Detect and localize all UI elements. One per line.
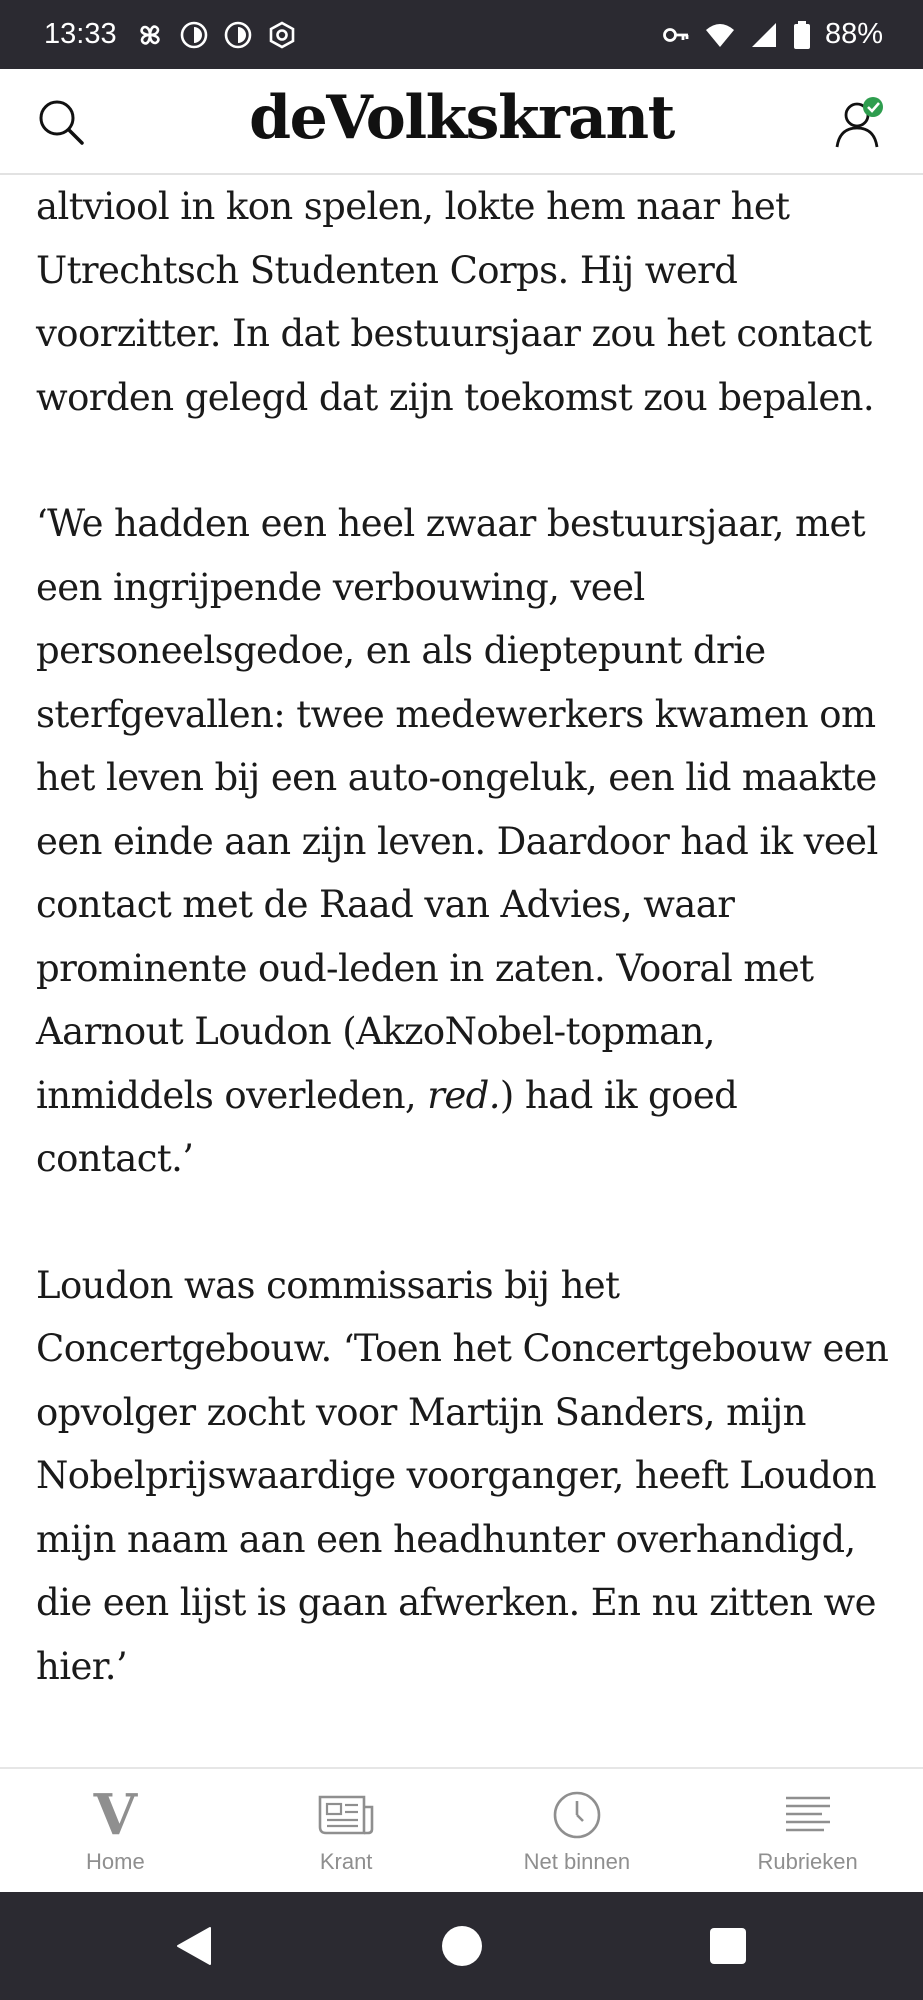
bottom-nav bbox=[0, 1767, 923, 1892]
signal-icon bbox=[749, 20, 779, 50]
battery-percentage: 88% bbox=[824, 18, 883, 50]
nav-rubrieken-label: Rubrieken bbox=[757, 1849, 858, 1874]
nav-home[interactable] bbox=[0, 1769, 231, 1892]
status-time: 13:33 bbox=[44, 18, 117, 50]
back-icon bbox=[172, 1924, 216, 1968]
list-icon bbox=[778, 1789, 838, 1841]
clock-icon bbox=[547, 1789, 607, 1841]
hexagon-icon bbox=[267, 20, 297, 50]
app-header bbox=[0, 69, 923, 175]
system-nav-bar bbox=[0, 1892, 923, 2000]
account-button[interactable] bbox=[833, 95, 887, 151]
battery-icon bbox=[793, 20, 811, 50]
article-paragraph-text: ) had ik goed contact.’ bbox=[36, 1073, 738, 1180]
nav-rubrieken[interactable] bbox=[692, 1769, 923, 1892]
nav-net-binnen-label: Net binnen bbox=[523, 1849, 631, 1874]
article-paragraph-text: ‘We hadden een heel zwaar bestuursjaar, met een ingrijpende verbouwing, veel personeelsgedoe, en als dieptepunt drie sterfgevallen: twee medewerkers kwamen om het leven bij een auto-ongeluk, een lid maakte een einde aan zijn leven. Daardoor had ik veel contact met de Raad van Advies, waar prominente oud-leden in zaten. Vooral met Aarnout Loudon (AkzoNobel-topman, inmiddels overleden, bbox=[36, 502, 878, 1117]
home-circle-icon bbox=[440, 1924, 484, 1968]
article-body bbox=[36, 175, 896, 1761]
status-right bbox=[661, 18, 883, 51]
browser-icon-2 bbox=[223, 20, 253, 50]
article-paragraph: altviool in kon spelen, lokte hem naar het Utrechtsch Studenten Corps. Hij werd voorzitter. In dat bestuursjaar zou het contact worden gelegd dat zijn toekomst zou bepalen. bbox=[36, 185, 875, 419]
editorial-note: red. bbox=[427, 1073, 500, 1117]
recents-button[interactable] bbox=[706, 1924, 750, 1968]
wifi-icon bbox=[705, 20, 735, 50]
nav-krant[interactable] bbox=[231, 1769, 462, 1892]
article-paragraph: Loudon was commissaris bij het Concertgebouw. ‘Toen het Concertgebouw een opvolger zocht voor Martijn Sanders, mijn Nobelprijswaardige voorganger, heeft Loudon mijn naam aan een headhunter overhandigd, die een lijst is gaan afwerken. En nu zitten we hier.’ bbox=[36, 1263, 889, 1688]
volkskrant-v-icon: V bbox=[93, 1782, 138, 1848]
nav-home-label: Home bbox=[86, 1849, 145, 1874]
browser-icon bbox=[179, 20, 209, 50]
newspaper-icon bbox=[316, 1789, 376, 1841]
account-icon bbox=[833, 95, 887, 151]
article-paragraph bbox=[36, 492, 896, 1191]
recents-square-icon bbox=[706, 1924, 750, 1968]
nav-krant-label: Krant bbox=[319, 1849, 373, 1874]
key-icon bbox=[661, 20, 691, 50]
brand-logo[interactable]: deVolkskrant bbox=[249, 83, 674, 153]
status-left bbox=[44, 18, 297, 51]
status-bar bbox=[0, 0, 923, 69]
home-button[interactable] bbox=[440, 1924, 484, 1968]
pinwheel-icon bbox=[135, 20, 165, 50]
back-button[interactable] bbox=[172, 1924, 216, 1968]
nav-net-binnen[interactable] bbox=[462, 1769, 693, 1892]
